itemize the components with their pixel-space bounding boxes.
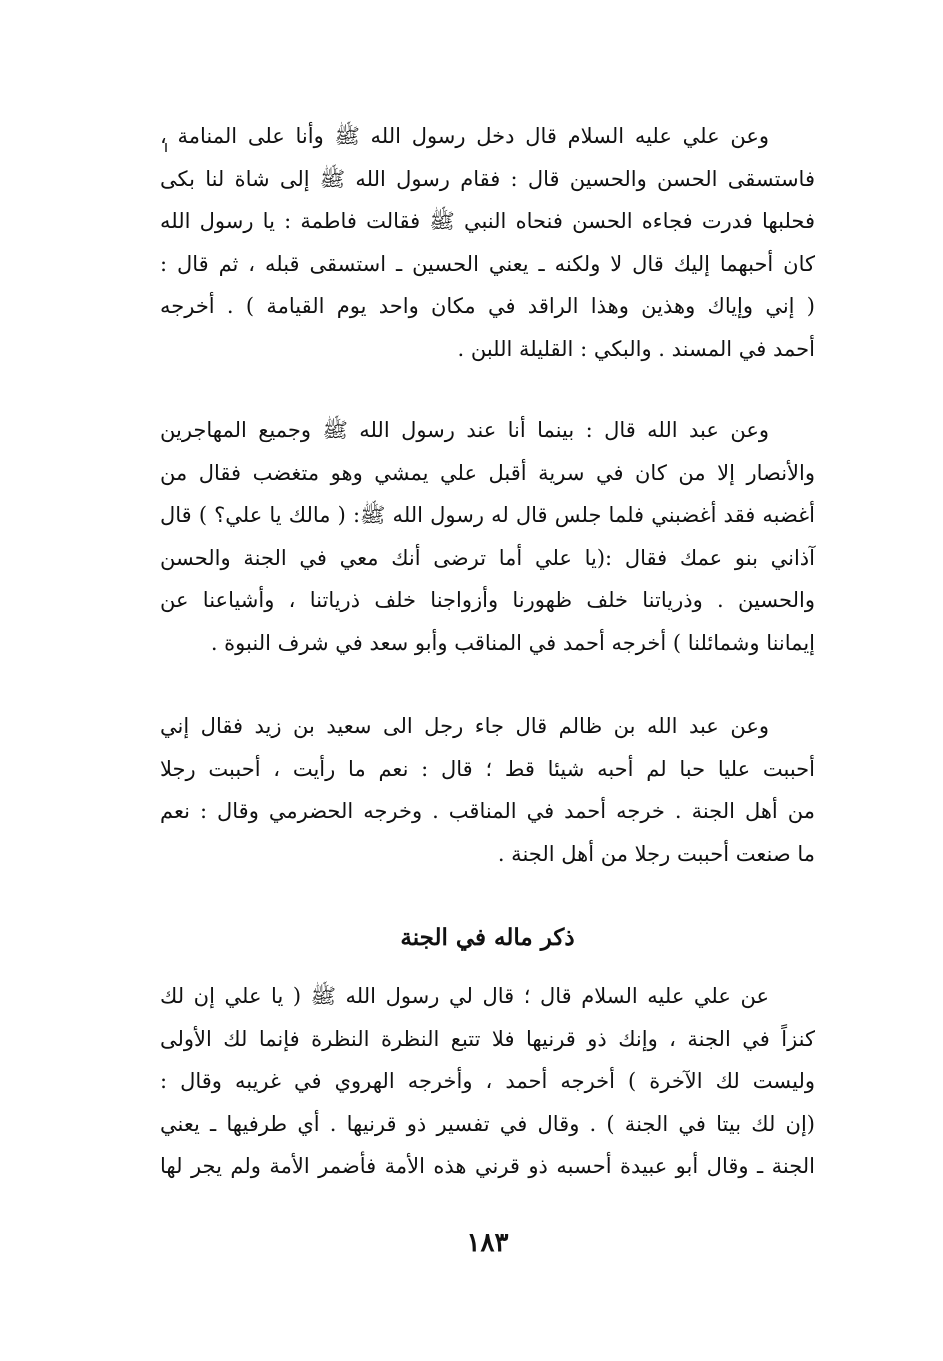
text-line: وعن عبد الله بن ظالم قال جاء رجل الى سعيد بن زيد فقال إني <box>160 714 769 738</box>
text-line: والأنصار إلا من كان في سرية أقبل علي يمشي وهو متغضب فقال من <box>160 460 815 485</box>
text-line: عن علي عليه السلام قال ؛ قال لي رسول الله ﷺ ( يا علي إن لك <box>160 984 769 1008</box>
text-line: آذاني بنو عمك فقال :(يا علي أما ترضى أنك معي في الجنة والحسن <box>160 545 815 570</box>
text-line: إيماننا وشمائلنا ) أخرجه أحمد في المناقب وأبو سعد في شرف النبوة . <box>210 630 815 655</box>
text-line: أغضبه فقد أغضبني فلما جلس قال له رسول الله ﷺ: ( مالك يا علي؟ ) قال <box>160 503 815 527</box>
text-line: وليست لك الآخرة ) أخرجه أحمد ، وأخرجه الهروي في غريبه وقال : <box>160 1069 815 1093</box>
text-line: أحببت عليا حبا لم أحبه شيئا قط ؛ قال : نعم ما رأيت ، أحببت رجلا <box>160 756 815 781</box>
paragraph-3 <box>160 705 815 875</box>
text-line: كنزاً في الجنة ، وإنك ذو قرنيها فلا تتبع النظرة النظرة فإنما لك الأولى <box>160 1026 815 1051</box>
text-line: ما صنعت أحببت رجلا من أهل الجنة . <box>497 841 815 866</box>
text-line: الجنة ـ وقال أبو عبيدة أحسبه ذو قرني هذه الأمة فأضمر الأمة ولم يجر لها <box>160 1154 815 1178</box>
text-line: ( إني وإياك وهذين وهذا الراقد في مكان واحد يوم القيامة ) . أخرجه <box>160 294 815 318</box>
text-line: (إن لك بيتا في الجنة ) . وقال في تفسير ذو قرنيها . أي طرفيها ـ يعني <box>160 1111 815 1136</box>
page-number: ١٨٣ <box>466 1228 509 1258</box>
text-line: وعن علي عليه السلام قال دخل رسول الله ﷺ وأنا على المنامة ، <box>160 124 769 148</box>
paragraph-4 <box>160 975 815 1188</box>
text-line: أحمد في المسند . والبكي : القليلة اللبن . <box>457 336 815 361</box>
section-heading: ذكر ماله في الجنة <box>400 924 575 951</box>
text-line: فاستسقى الحسن والحسين قال : فقام رسول الله ﷺ إلى شاة لنا بكى <box>160 166 815 191</box>
text-line: وعن عبد الله قال : بينما أنا عند رسول الله ﷺ وجميع المهاجرين <box>160 418 769 442</box>
text-line: من أهل الجنة . خرجه أحمد في المناقب . وخرجه الحضرمي وقال : نعم <box>160 799 815 823</box>
paragraph-1 <box>160 115 815 370</box>
text-line: كان أحبهما إليك قال لا ولكنه ـ يعني الحسين ـ استسقى قبله ، ثم قال : <box>160 251 815 276</box>
text-line: والحسين . وذرياتنا خلف ظهورنا وأزواجنا خلف ذرياتنا ، وأشياعنا عن <box>160 588 815 612</box>
paragraph-2 <box>160 409 815 664</box>
text-line: فحلبها فدرت فجاءه الحسن فنحاه النبي ﷺ فقالت فاطمة : يا رسول الله <box>160 209 815 233</box>
